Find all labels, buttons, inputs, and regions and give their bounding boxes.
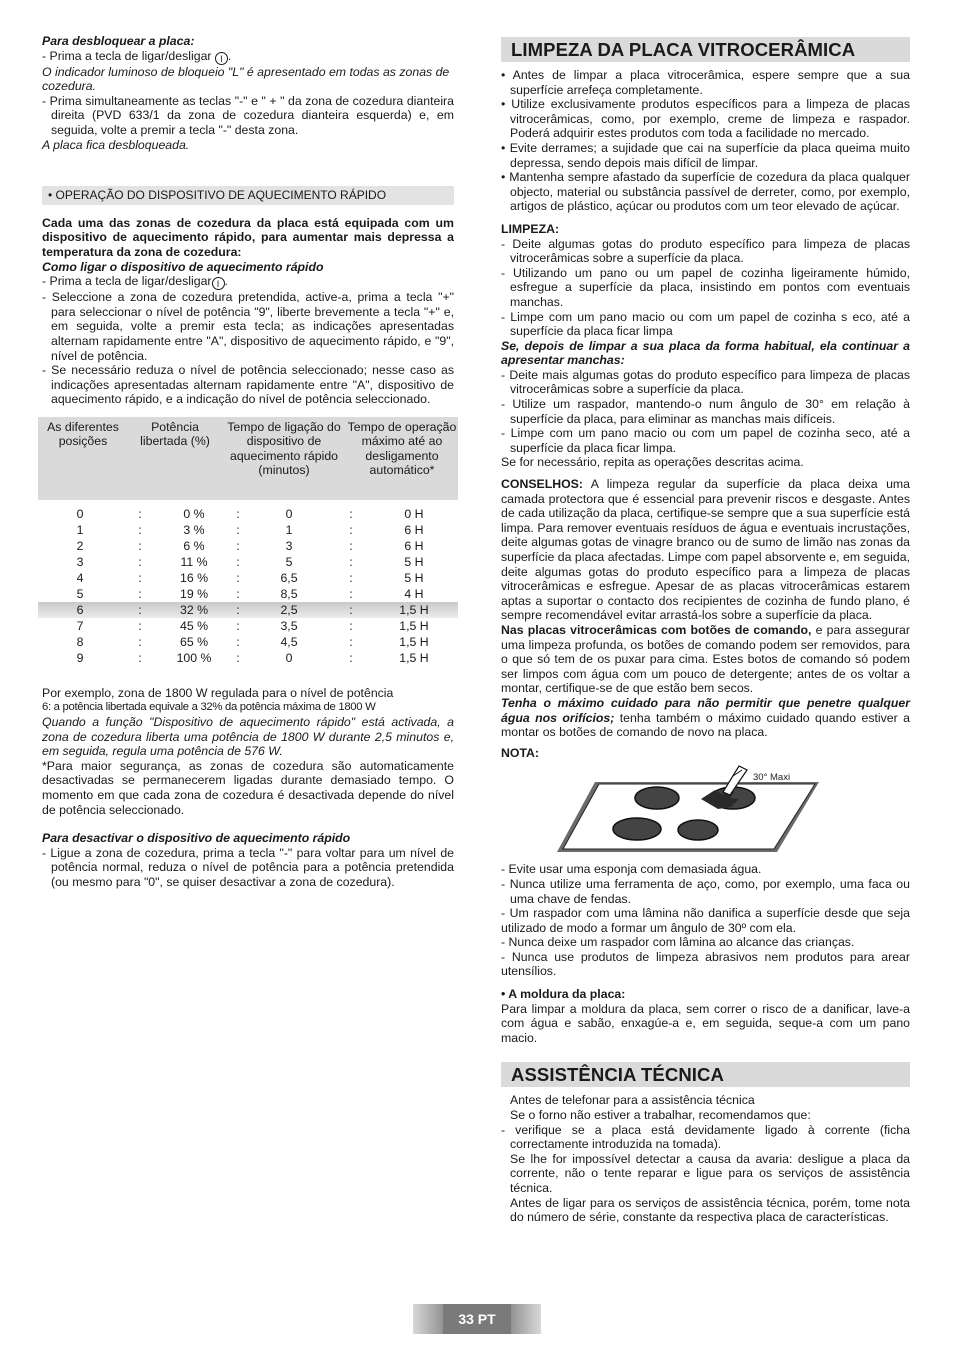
table-row [38, 634, 458, 650]
list-item: • Mantenha sempre afastado da superfície de cozedura da placa qualquer objecto, material ou substância passível de derreter, como, por exemplo, artigos de plástico, açúcar ou produtos com um teor elevado de açúcar. [501, 170, 910, 214]
fast-heat-how-title: Como ligar o dispositivo de aquecimento rápido [42, 259, 324, 274]
cell-separator: : [138, 618, 142, 633]
cell-separator: : [236, 602, 240, 617]
assistance-line-4: Se lhe for impossível detectar a causa da avaria: desligue a placa da corrente, não o tente reparar e ligue para os serviços de assistência técnica. [510, 1151, 910, 1195]
cell-boost-time: 3,5 [280, 618, 298, 633]
cell-separator: : [349, 586, 353, 601]
cell-separator: : [138, 506, 142, 521]
cell-separator: : [349, 650, 353, 665]
cell-separator: : [236, 650, 240, 665]
burner-back-left [635, 787, 679, 809]
care-paragraph: Tenha o máximo cuidado para não permitir que penetre qualquer água nos orifícios; tenha também o máximo cuidado quando estiver a montar os botões de comando de novo na placa. [501, 695, 910, 740]
cell-power: 3 % [183, 522, 205, 537]
cell-boost-time: 8,5 [280, 586, 298, 601]
cell-separator: : [236, 618, 240, 633]
cell-separator: : [236, 522, 240, 537]
cell-separator: : [236, 634, 240, 649]
burner-front-left [613, 818, 661, 840]
cell-max-time: 1,5 H [399, 634, 429, 649]
unlock-note-2: A placa fica desbloqueada. [42, 137, 190, 152]
fast-heat-section-bar: • OPERAÇÃO DO DISPOSITIVO DE AQUECIMENTO RÁPIDO [42, 186, 454, 205]
cell-position: 8 [76, 634, 84, 649]
cell-separator: : [138, 538, 142, 553]
table-header-max-time: Tempo de operação máximo até ao desligamento automático* [347, 419, 457, 478]
cell-separator: : [236, 570, 240, 585]
frame-title: • A moldura da placa: [501, 987, 626, 1002]
cell-boost-time: 4,5 [280, 634, 298, 649]
cell-max-time: 4 H [404, 586, 424, 601]
list-item: - Evite usar uma esponja com demasiada água. [501, 862, 762, 877]
cell-separator: : [236, 586, 240, 601]
table-header-boost-time: Tempo de ligação do dispositivo de aquecimento rápido (minutos) [227, 419, 341, 478]
deactivate-title: Para desactivar o dispositivo de aquecimento rápido [42, 831, 351, 846]
cell-boost-time: 6,5 [280, 570, 298, 585]
list-item: - Limpe com um pano macio ou com um papel de cozinha seco, até a superfície da placa ficar limpa. [501, 426, 910, 455]
table-row [38, 618, 458, 634]
scraper-diagram [501, 762, 910, 856]
cell-boost-time: 2,5 [280, 602, 298, 617]
cell-position: 9 [76, 650, 84, 665]
cell-max-time: 0 H [404, 506, 424, 521]
cell-power: 100 % [176, 650, 212, 665]
cell-boost-time: 0 [285, 506, 293, 521]
cell-power: 19 % [179, 586, 209, 601]
example-italic: Quando a função "Dispositivo de aquecimento rápido" está activada, a zona de cozedura liberta uma potência de 1800 W durante 2,5 minutos e, em seguida, regula uma potência de 576 W. [42, 715, 454, 759]
table-row [38, 570, 458, 586]
fast-heat-step-2: - Seleccione a zona de cozedura pretendida, active-a, prima a tecla "+" para seleccionar o nível de potência "9", liberte brevemente a tecla "+" e, em seguida, volte a premir esta tecla; as indicações apresentadas alternam rapidamente entre "A", dispositivo de aquecimento rápido, e "9", nível de potência. [42, 290, 454, 363]
cell-position: 3 [76, 554, 84, 569]
example-line-2: 6: a potência libertada equivale a 32% da potência máxima de 1800 W [42, 701, 376, 714]
cell-boost-time: 3 [285, 538, 293, 553]
cell-max-time: 6 H [404, 538, 424, 553]
cell-separator: : [138, 650, 142, 665]
page-number: 33 PT [443, 1304, 511, 1334]
unlock-step-1: - Prima a tecla de ligar/desligar I . [42, 48, 232, 64]
cell-separator: : [236, 554, 240, 569]
unlock-step-2: - Prima simultaneamente as teclas "-" e " + " da zona de cozedura dianteira direita (PVD 633/1 da zona de cozedura dianteira esquerda) e, em seguida, volte a premir a tecla "-" desta zona. [42, 93, 454, 137]
cell-power: 32 % [179, 602, 209, 617]
cell-separator: : [349, 538, 353, 553]
cleaning-bullets [501, 68, 910, 214]
cleaning-heading: LIMPEZA DA PLACA VITROCERÂMICA [501, 37, 910, 62]
list-item: - Nunca use produtos de limpeza abrasivos nem produtos para arear utensílios. [501, 949, 910, 979]
cell-position: 2 [76, 538, 84, 553]
deactivate-step: - Ligue a zona de cozedura, prima a tecla "-" para voltar para um nível de potência normal, reduza o nível de potência para a potência pretendida (ou mesmo para "0", se quiser desactivar a zona de cozedura). [42, 845, 454, 889]
cell-max-time: 6 H [404, 522, 424, 537]
diagram-label: 30° Maxi [753, 772, 791, 784]
assistance-line-1: Antes de telefonar para a assistência técnica [510, 1093, 755, 1108]
cell-separator: : [349, 506, 353, 521]
power-table-header [38, 417, 458, 500]
safety-note: *Para maior segurança, as zonas de cozedura são automaticamente desactivadas se permanecerem ligadas durante demasiado tempo. O momento em que cada zona de cozedura é desactivada depende do nível de potência seleccionado. [42, 758, 454, 817]
cell-boost-time: 1 [285, 522, 293, 537]
cell-separator: : [236, 506, 240, 521]
limpeza-title: LIMPEZA: [501, 221, 560, 236]
list-item: - Nunca utilize uma ferramenta de aço, como, por exemplo, uma faca ou uma chave de fendas. [501, 876, 910, 906]
example-line-1: Por exemplo, zona de 1800 W regulada para o nível de potência [42, 685, 394, 700]
cell-position: 0 [76, 506, 84, 521]
assistance-line-3: - verifique se a placa está devidamente ligado à corrente (ficha correctamente introduzida na tomada). [501, 1122, 910, 1152]
assistance-heading: ASSISTÊNCIA TÉCNICA [501, 1062, 910, 1087]
cell-power: 65 % [179, 634, 209, 649]
cell-max-time: 5 H [404, 570, 424, 585]
table-row [38, 522, 458, 538]
cell-position: 6 [76, 602, 84, 617]
list-item: - Um raspador com uma lâmina não danifica a superfície desde que seja utilizado de modo a formar um ângulo de 30º com ela. [501, 906, 910, 935]
advice-paragraph: CONSELHOS: A limpeza regular da superfície da placa deixa uma camada protectora que é essencial para prevenir riscos e desgaste. Antes de cada utilização da placa, certifique-se sempre que a sua superfície está limpa. Para remover eventuais resíduos de água e eventuais incrustações, deite algumas gotas de vinagre branco ou de sumo de limão nas zonas da superfície da placa afectadas. Limpe com papel absorvente e, em seguida, deite algumas gotas do produto específico para a limpeza de placas vitrocerâmicas e esfregue. Apesar de as placas vitrocerâmicas estarem aptas a suportar o contacto dos recipientes de cozinha de fundo plano, é sempre recomendável evitar arrastá-los sobre a superfície da placa. [501, 477, 910, 623]
repeat-note: Se for necessário, repita as operações descritas acima. [501, 455, 804, 470]
fast-heat-step-1: - Prima a tecla de ligar/desligar I . [42, 274, 228, 290]
assistance-line-2: Se o forno não estiver a trabalhar, recomendamos que: [510, 1108, 811, 1123]
cell-power: 11 % [180, 554, 208, 569]
frame-text: Para limpar a moldura da placa, sem correr o risco de a danificar, lave-a com água e sabão, enxagúe-a e, em seguida, seque-a com um pano macio. [501, 1001, 910, 1045]
table-header-power: Potência libertada (%) [140, 419, 210, 449]
cell-separator: : [349, 522, 353, 537]
cell-separator: : [349, 570, 353, 585]
cell-max-time: 5 H [404, 554, 424, 569]
cell-separator: : [349, 602, 353, 617]
cell-position: 7 [76, 618, 84, 633]
fast-heat-step-3: - Se necessário reduza o nível de potência seleccionado; nesse caso as indicações apresentadas alternam rapidamente entre "A", dispositivo de aquecimento rápido, e a indicação do nível de potência seleccionado. [42, 363, 454, 407]
cell-position: 5 [76, 586, 84, 601]
cell-max-time: 1,5 H [399, 618, 429, 633]
cell-separator: : [138, 586, 142, 601]
cell-separator: : [349, 618, 353, 633]
table-row [38, 650, 458, 666]
power-icon: I [215, 52, 228, 65]
power-table-body [38, 500, 458, 666]
cell-power: 45 % [179, 618, 209, 633]
page-number-badge [413, 1304, 541, 1334]
cooktop-illustration [501, 762, 910, 856]
right-column [501, 37, 910, 1225]
table-row [38, 538, 458, 554]
left-column [42, 34, 457, 890]
knobs-paragraph: Nas placas vitrocerâmicas com botões de comando, e para assegurar uma limpeza profunda, os botões de comando podem ser removidos, para o que só tem de os puxar para cima. Estes botos de comando só podem ser limpos com água com um pouco de detergente; antes de os voltar a montar, certifique-se de que estão bem secos. [501, 622, 910, 696]
power-table [38, 417, 458, 666]
burner-front-right [678, 820, 718, 840]
cell-separator: : [138, 634, 142, 649]
assistance-line-5: Antes de ligar para os serviços de assistência técnica, porém, tome nota do número de série, constante da respectiva placa de características. [510, 1195, 910, 1225]
table-row [38, 554, 458, 570]
list-item: • Utilize exclusivamente produtos específicos para a limpeza de placas vitrocerâmicas, como, por exemplo, creme de limpeza e raspador. Poderá adquirir estes produtos com toda a facilidade no mercado. [501, 97, 910, 141]
fast-heat-intro: Cada uma das zonas de cozedura da placa está equipada com um dispositivo de aquecimento rápido, para aumentar mais depressa a temperatura da zona de cozedura: [42, 215, 454, 259]
table-row [38, 506, 458, 522]
cell-power: 16 % [179, 570, 209, 585]
cell-boost-time: 0 [285, 650, 293, 665]
cell-separator: : [138, 554, 142, 569]
cell-separator: : [236, 538, 240, 553]
cell-power: 0 % [183, 506, 205, 521]
table-header-positions: As diferentes posições [47, 419, 119, 449]
cell-separator: : [138, 522, 142, 537]
cell-position: 1 [76, 522, 84, 537]
unlock-title: Para desbloquear a placa: [42, 34, 195, 48]
list-item: - Utilize um raspador, mantendo-o num ângulo de 30° em relação à superfície da placa, para eliminar as manchas mais difíceis. [501, 397, 910, 426]
list-item: • Antes de limpar a placa vitrocerâmica, espere sempre que a sua superfície arrefeça completamente. [501, 68, 910, 97]
stains-title: Se, depois de limpar a sua placa da forma habitual, ela continuar a apresentar manchas: [501, 338, 910, 368]
list-item: - Utilizando um pano ou um papel de cozinha ligeiramente húmido, esfregue a superfície da placa, insistindo em pontos com eventuais manchas. [501, 265, 910, 309]
cell-power: 6 % [183, 538, 205, 553]
nota-title: NOTA: [501, 745, 540, 760]
cell-separator: : [138, 602, 142, 617]
table-row [38, 586, 458, 602]
cell-boost-time: 5 [285, 554, 293, 569]
list-item: - Nunca deixe um raspador com lâmina ao alcance das crianças. [501, 935, 855, 950]
list-item: - Deite mais algumas gotas do produto específico para limpeza de placas vitrocerâmicas sobre a superfície da placa. [501, 367, 910, 397]
cell-separator: : [349, 554, 353, 569]
table-row [38, 602, 458, 618]
list-item: - Deite algumas gotas do produto específico para limpeza de placas vitrocerâmicas sobre a superfície da placa. [501, 236, 910, 266]
cell-position: 4 [76, 570, 84, 585]
cell-separator: : [349, 634, 353, 649]
cell-max-time: 1,5 H [399, 650, 429, 665]
cell-max-time: 1,5 H [399, 602, 429, 617]
list-item: - Limpe com um pano macio ou com um papel de cozinha s eco, até a superfície da placa ficar limpa [501, 309, 910, 339]
power-icon: I [212, 277, 225, 290]
list-item: • Evite derrames; a sujidade que cai na superfície da placa queima muito depressa, sendo depois mais difícil de limpar. [501, 140, 910, 170]
cell-separator: : [138, 570, 142, 585]
unlock-note-1: O indicador luminoso de bloqueio "L" é apresentado em todas as zonas de cozedura. [42, 64, 450, 94]
